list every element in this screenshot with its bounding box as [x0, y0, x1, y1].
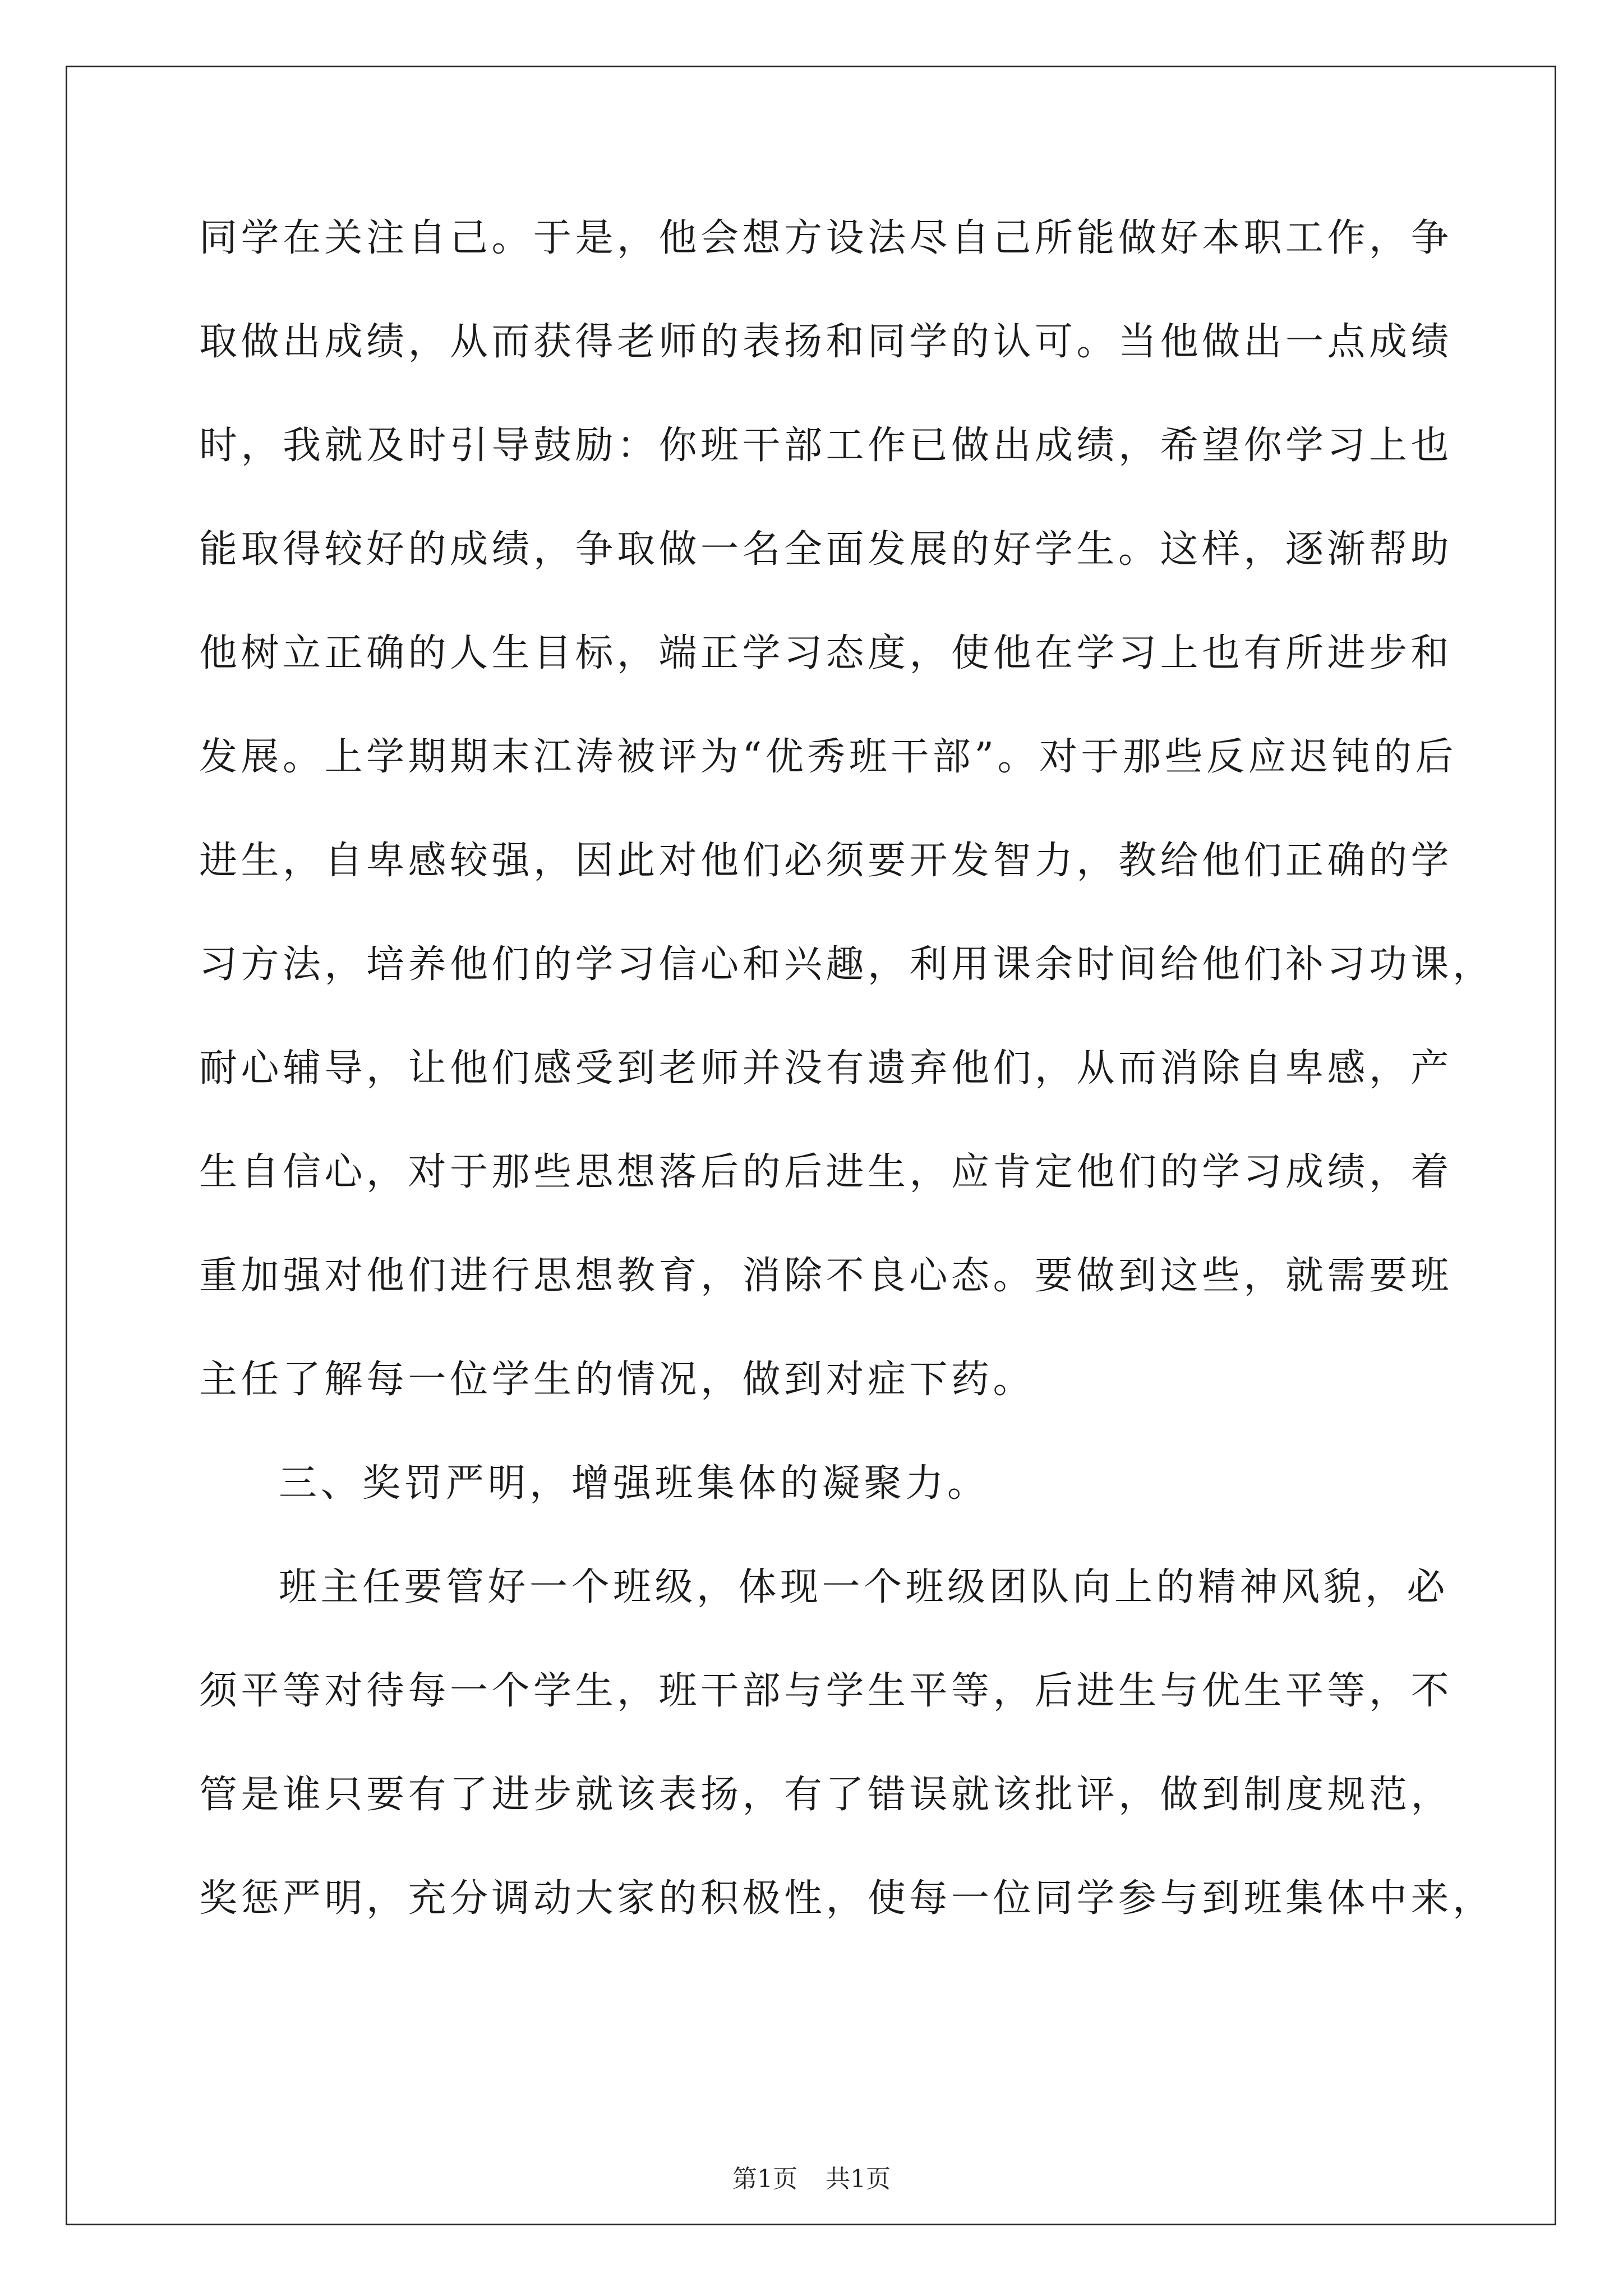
page-number: 第1页 — [732, 2165, 797, 2193]
text-line: 奖惩严明，充分调动大家的积极性，使每一位同学参与到班集体中来， — [199, 1876, 1495, 1921]
text-line: 发展。上学期期末江涛被评为“优秀班干部”。对于那些反应迟钝的后 — [199, 735, 1458, 779]
text-line: 取做出成绩，从而获得老师的表扬和同学的认可。当他做出一点成绩 — [199, 320, 1453, 364]
text-line: 进生，自卑感较强，因此对他们必须要开发智力，教给他们正确的学 — [199, 839, 1453, 883]
text-line: 耐心辅导，让他们感受到老师并没有遗弃他们，从而消除自卑感，产 — [199, 1046, 1453, 1091]
text-line: 主任了解每一位学生的情况，做到对症下药。 — [199, 1358, 1035, 1402]
text-line: 重加强对他们进行思想教育，消除不良心态。要做到这些，就需要班 — [199, 1254, 1453, 1298]
paragraph-first-line: 班主任要管好一个班级，体现一个班级团队向上的精神风貌，必 — [279, 1565, 1449, 1609]
text-line: 管是谁只要有了进步就该表扬，有了错误就该批评，做到制度规范， — [199, 1773, 1453, 1817]
text-line: 时，我就及时引导鼓励：你班干部工作已做出成绩，希望你学习上也 — [199, 424, 1453, 468]
text-line: 他树立正确的人生目标，端正学习态度，使他在学习上也有所进步和 — [199, 631, 1453, 675]
text-line: 生自信心，对于那些思想落后的后进生，应肯定他们的学习成绩，着 — [199, 1150, 1453, 1194]
text-line: 能取得较好的成绩，争取做一名全面发展的好学生。这样，逐渐帮助 — [199, 527, 1453, 572]
text-line: 须平等对待每一个学生，班干部与学生平等，后进生与优生平等，不 — [199, 1669, 1453, 1713]
section-heading: 三、奖罚严明，增强班集体的凝聚力。 — [279, 1461, 989, 1506]
document-body — [199, 210, 1495, 1975]
page-total: 共1页 — [826, 2165, 891, 2193]
page-footer — [0, 2165, 1623, 2193]
text-line: 习方法，培养他们的学习信心和兴趣，利用课余时间给他们补习功课， — [199, 942, 1495, 987]
text-line: 同学在关注自己。于是，他会想方设法尽自己所能做好本职工作，争 — [199, 216, 1453, 260]
